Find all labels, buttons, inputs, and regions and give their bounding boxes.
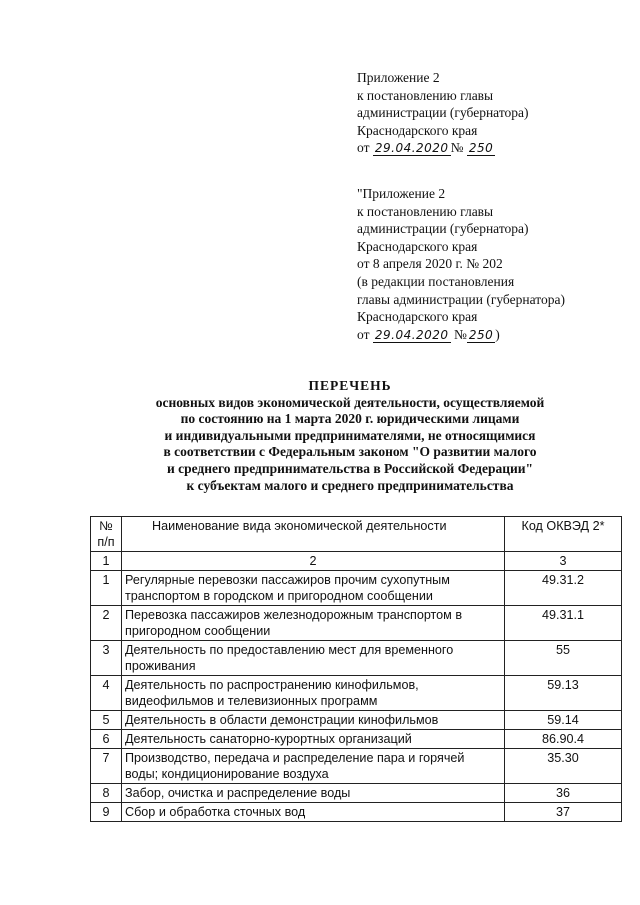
- row-number: 3: [91, 641, 122, 676]
- title-line: к субъектам малого и среднего предпринимательства: [186, 477, 514, 493]
- quoted-date-line: [357, 326, 565, 344]
- table-row: [91, 571, 622, 606]
- row-code: 86.90.4: [505, 730, 622, 749]
- row-code: 36: [505, 784, 622, 803]
- header-code: Код ОКВЭД 2*: [505, 517, 622, 552]
- row-name: Забор, очистка и распределение воды: [122, 784, 505, 803]
- appendix-line: Приложение 2: [357, 70, 440, 85]
- row-name: Сбор и обработка сточных вод: [122, 803, 505, 822]
- table-row: [91, 730, 622, 749]
- index-cell: 2: [122, 552, 505, 571]
- closing-paren: ): [495, 326, 500, 342]
- title-line: по состоянию на 1 марта 2020 г. юридическими лицами: [180, 411, 520, 427]
- table-row: [91, 641, 622, 676]
- row-name: Деятельность санаторно-курортных организаций: [122, 730, 505, 749]
- quoted-line: к постановлению главы: [357, 203, 494, 219]
- table-row: [91, 749, 622, 784]
- row-number: 6: [91, 730, 122, 749]
- row-name: Деятельность по предоставлению мест для временного проживания: [122, 641, 505, 676]
- appendix-date-line: [357, 139, 529, 157]
- activities-table: [90, 516, 622, 822]
- quoted-line: Краснодарского края: [357, 238, 478, 254]
- from-prefix: от: [357, 140, 370, 156]
- quoted-line: администрации (губернатора): [357, 221, 529, 237]
- row-code: 49.31.1: [505, 606, 622, 641]
- row-number: 5: [91, 711, 122, 730]
- row-code: 35.30: [505, 749, 622, 784]
- row-code: 55: [505, 641, 622, 676]
- row-name: Перевозка пассажиров железнодорожным транспортом в пригородном сообщении: [122, 606, 505, 641]
- row-name: Деятельность в области демонстрации кинофильмов: [122, 711, 505, 730]
- row-code: 37: [505, 803, 622, 822]
- handwritten-number: 250: [468, 141, 494, 156]
- appendix-line: администрации (губернатора): [357, 105, 529, 121]
- title-main: ПЕРЕЧЕНЬ: [308, 378, 392, 393]
- title-line: и среднего предпринимательства в Российской Федерации": [166, 460, 534, 476]
- appendix-line: Краснодарского края: [357, 122, 478, 138]
- row-name: Деятельность по распространению кинофильмов, видеофильмов и телевизионных программ: [122, 676, 505, 711]
- quoted-line: от 8 апреля 2020 г. № 202: [357, 256, 503, 272]
- row-name: Регулярные перевозки пассажиров прочим сухопутным транспортом в городском и пригородном сообщении: [122, 571, 505, 606]
- index-cell: 3: [505, 552, 622, 571]
- quoted-line: Краснодарского края: [357, 309, 478, 325]
- table-index-row: [91, 552, 622, 571]
- quoted-line: (в редакции постановления: [357, 273, 515, 289]
- quoted-appendix: [357, 185, 565, 343]
- table-row: [91, 784, 622, 803]
- row-number: 9: [91, 803, 122, 822]
- document-title: [100, 378, 600, 494]
- row-number: 4: [91, 676, 122, 711]
- header-number: № п/п: [91, 517, 122, 552]
- appendix-header: [357, 69, 529, 157]
- row-code: 59.14: [505, 711, 622, 730]
- title-line: и индивидуальными предпринимателями, не относящимися: [164, 427, 536, 443]
- number-sign: №: [453, 326, 467, 342]
- row-number: 7: [91, 749, 122, 784]
- number-sign: №: [450, 140, 464, 156]
- handwritten-date: 29.04.2020: [374, 327, 449, 342]
- title-line: основных видов экономической деятельности, осуществляемой: [155, 394, 545, 410]
- table-row: [91, 676, 622, 711]
- row-number: 2: [91, 606, 122, 641]
- row-code: 59.13: [505, 676, 622, 711]
- from-prefix: от: [357, 326, 370, 342]
- quoted-line: главы администрации (губернатора): [357, 291, 565, 307]
- index-cell: 1: [91, 552, 122, 571]
- appendix-line: к постановлению главы: [357, 87, 494, 103]
- table-row: [91, 711, 622, 730]
- quoted-line: "Приложение 2: [357, 186, 446, 201]
- header-name: Наименование вида экономической деятельности: [122, 517, 505, 552]
- handwritten-number: 250: [468, 327, 494, 342]
- handwritten-date: 29.04.2020: [374, 141, 449, 156]
- row-number: 8: [91, 784, 122, 803]
- row-name: Производство, передача и распределение пара и горячей воды; кондиционирование воздуха: [122, 749, 505, 784]
- title-line: в соответствии с Федеральным законом "О развитии малого: [163, 444, 537, 460]
- row-code: 49.31.2: [505, 571, 622, 606]
- row-number: 1: [91, 571, 122, 606]
- table-header-row: [91, 517, 622, 552]
- table-row: [91, 803, 622, 822]
- table-row: [91, 606, 622, 641]
